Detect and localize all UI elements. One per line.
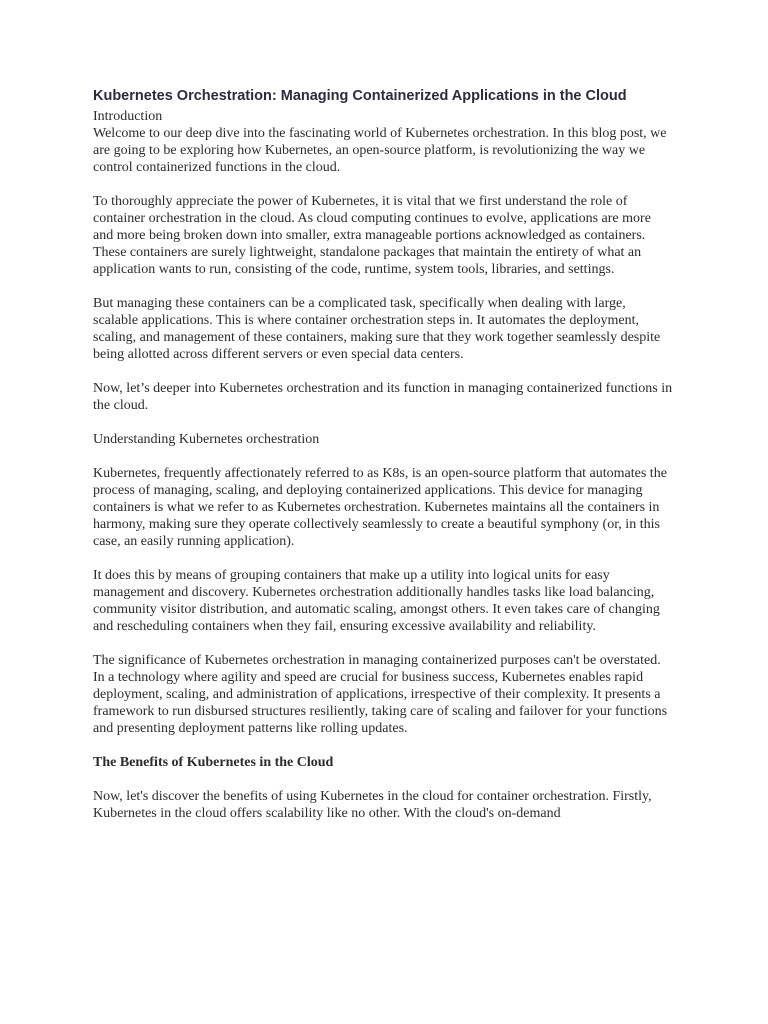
paragraph-understanding-3: The significance of Kubernetes orchestration in managing containerized purposes can't be overstated. In a technology where agility and speed are crucial for business success, Kubernetes enables rapid deployment, scaling, and administration of applications, irrespective of their complexity. It presents a framework to run disbursed structures resiliently, taking care of scaling and failover for your functions and presenting deployment patterns like rolling updates. (93, 653, 668, 736)
section-heading-understanding: Understanding Kubernetes orchestration (93, 432, 320, 447)
paragraph-intro-1: Welcome to our deep dive into the fascinating world of Kubernetes orchestration. In this blog post, we are going to be exploring how Kubernetes, an open-source platform, is revolutionizing the way we control containerized functions in the cloud. (93, 126, 667, 175)
paragraph-intro-3: But managing these containers can be a complicated task, specifically when dealing with large, scalable applications. This is where container orchestration steps in. It automates the deployment, scaling, and management of these containers, making sure that they work together seamlessly despite being allotted across different servers or even special data centers. (93, 296, 661, 362)
document-title: Kubernetes Orchestration: Managing Containerized Applications in the Cloud (93, 88, 627, 104)
intro-label: Introduction (93, 109, 163, 124)
document-page (93, 86, 673, 839)
paragraph-understanding-2: It does this by means of grouping containers that make up a utility into logical units for easy management and discovery. Kubernetes orchestration additionally handles tasks like load balancing, community visitor distribution, and automatic scaling, amongst others. It even takes care of changing and rescheduling containers when they fail, ensuring excessive availability and reliability. (93, 568, 660, 634)
paragraph-understanding-1: Kubernetes, frequently affectionately referred to as K8s, is an open-source platform that automates the process of managing, scaling, and deploying containerized applications. This device for managing containers is what we refer to as Kubernetes orchestration. Kubernetes maintains all the containers in harmony, making sure they operate collectively seamlessly to create a beautiful symphony (or, in this case, an easily running application). (93, 466, 667, 549)
section-heading-benefits: The Benefits of Kubernetes in the Cloud (93, 755, 334, 770)
paragraph-benefits-1: Now, let's discover the benefits of using Kubernetes in the cloud for container orchestration. Firstly, Kubernetes in the cloud offers scalability like no other. With the cloud's on-demand (93, 789, 652, 821)
paragraph-intro-2: To thoroughly appreciate the power of Kubernetes, it is vital that we first understand the role of container orchestration in the cloud. As cloud computing continues to evolve, applications are more and more being broken down into smaller, extra manageable portions acknowledged as containers. These containers are surely lightweight, standalone packages that maintain the entirety of what an application wants to run, consisting of the code, runtime, system tools, libraries, and settings. (93, 194, 651, 277)
paragraph-intro-4: Now, let’s deeper into Kubernetes orchestration and its function in managing containerized functions in the cloud. (93, 381, 673, 413)
